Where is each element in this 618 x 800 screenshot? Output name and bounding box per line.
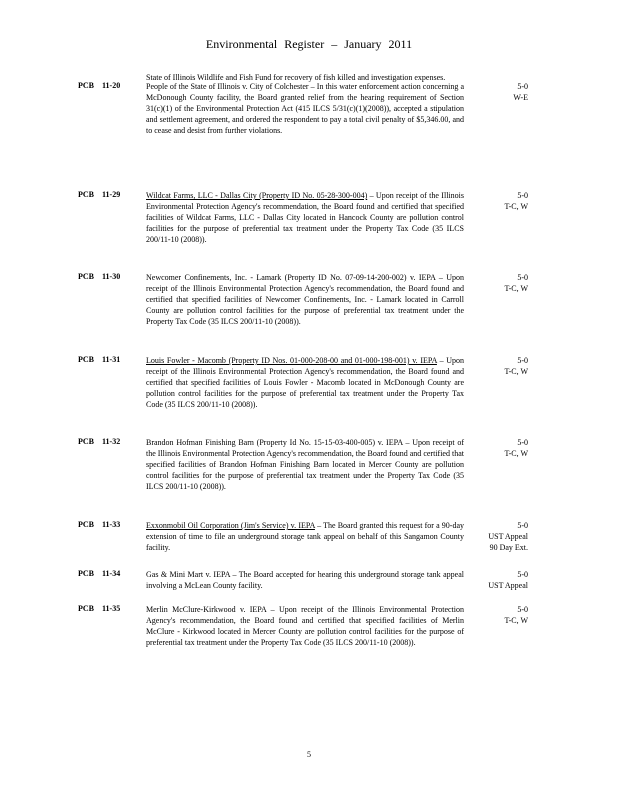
case-title: Louis Fowler - Macomb (Property ID Nos. 01-000-208-00 and 01-000-198-001) v. IEPA: [146, 356, 437, 365]
case-id: 11-34: [102, 569, 121, 578]
case-summary: – Upon receipt of the Illinois Environmental Protection Agency's recommendation, the Board found and certified that specified facilities of Louis Fowler - Macomb located in McDonough County are pollution control facilities for the purpose of preferential tax treatment under the Property Tax Code (35 ILCS 200/11-10 (2008)).: [146, 356, 464, 409]
case-category: T-C, W: [504, 449, 528, 458]
case-description: [146, 604, 464, 648]
case-prefix: PCB: [78, 604, 94, 613]
case-description: [146, 81, 464, 136]
case-category: UST Appeal: [488, 581, 528, 590]
case-category-detail: 90 Day Ext.: [489, 543, 528, 552]
case-summary: Merlin McClure-Kirkwood v. IEPA – Upon receipt of the Illinois Environmental Protection Agency's recommendation, the Board found and certified that specified facilities of Merlin McClure - Kirkwood located in Mercer County are pollution control facilities for the purpose of preferential tax treatment under the Property Tax Code (35 ILCS 200/11-10 (2008)).: [146, 605, 464, 647]
case-vote: 5-0: [517, 273, 528, 282]
case-prefix: PCB: [78, 190, 94, 199]
intro-paragraph: State of Illinois Wildlife and Fish Fund for recovery of fish killed and investigation expenses.: [146, 73, 446, 82]
case-vote: 5-0: [517, 356, 528, 365]
case-prefix: PCB: [78, 81, 94, 90]
case-id: 11-32: [102, 437, 121, 446]
case-category: T-C, W: [504, 367, 528, 376]
case-vote-block: [468, 569, 528, 591]
case-id: 11-20: [102, 81, 121, 90]
case-id: 11-35: [102, 604, 121, 613]
case-vote-block: [468, 190, 528, 212]
case-prefix: PCB: [78, 355, 94, 364]
case-vote: 5-0: [517, 521, 528, 530]
case-description: [146, 355, 464, 410]
case-category: W-E: [513, 93, 528, 102]
case-title: Wildcat Farms, LLC - Dallas City (Property ID No. 05-28-300-004): [146, 191, 368, 200]
page-header-title: Environmental Register – January 2011: [205, 37, 413, 51]
case-title: Exxonmobil Oil Corporation (Jim's Service) v. IEPA: [146, 521, 315, 530]
page-number: 5: [307, 750, 311, 759]
case-number: [78, 569, 138, 578]
case-id: 11-30: [102, 272, 121, 281]
case-id: 11-31: [102, 355, 121, 364]
case-vote: 5-0: [517, 191, 528, 200]
case-number: [78, 355, 138, 364]
case-description: [146, 272, 464, 327]
case-category: UST Appeal: [488, 532, 528, 541]
case-description: [146, 569, 464, 591]
case-id: 11-29: [102, 190, 121, 199]
case-description: [146, 190, 464, 245]
case-number: [78, 272, 138, 281]
case-vote-block: [468, 520, 528, 553]
case-number: [78, 437, 138, 446]
case-description: [146, 520, 464, 553]
case-summary: – Upon receipt of the Illinois Environmental Protection Agency's recommendation, the Board found and certified that specified facilities of Wildcat Farms, LLC - Dallas City located in Hancock County are pollution control facilities for the purpose of preferential tax treatment under the Property Tax Code (35 ILCS 200/11-10 (2008)).: [146, 191, 464, 244]
case-vote: 5-0: [517, 438, 528, 447]
case-prefix: PCB: [78, 569, 94, 578]
case-prefix: PCB: [78, 272, 94, 281]
case-summary: Gas & Mini Mart v. IEPA – The Board accepted for hearing this underground storage tank appeal involving a McLean County facility.: [146, 570, 464, 590]
case-summary: Newcomer Confinements, Inc. - Lamark (Property ID No. 07-09-14-200-002) v. IEPA – Upon receipt of the Illinois Environmental Protection Agency's recommendation, the Board found and certified that specified facilities of Newcomer Confinements, Inc. - Lamark located in Carroll County are pollution control facilities for the purpose of preferential tax treatment under the Property Tax Code (35 ILCS 200/11-10 (2008)).: [146, 273, 464, 326]
case-vote: 5-0: [517, 570, 528, 579]
case-vote-block: [468, 355, 528, 377]
case-number: [78, 81, 138, 90]
case-number: [78, 190, 138, 199]
case-category: T-C, W: [504, 284, 528, 293]
case-vote: 5-0: [517, 82, 528, 91]
case-vote: 5-0: [517, 605, 528, 614]
case-summary: – The Board granted this request for a 90-day extension of time to file an underground storage tank appeal on behalf of this Sangamon County facility.: [146, 521, 464, 552]
case-number: [78, 604, 138, 613]
case-vote-block: [468, 437, 528, 459]
case-vote-block: [468, 81, 528, 103]
case-vote-block: [468, 272, 528, 294]
case-number: [78, 520, 138, 529]
case-description: [146, 437, 464, 492]
case-prefix: PCB: [78, 520, 94, 529]
case-category: T-C, W: [504, 202, 528, 211]
case-summary: People of the State of Illinois v. City of Colchester – In this water enforcement action concerning a McDonough County facility, the Board granted relief from the hearing requirement of Section 31(c)(1) of the Environmental Protection Act (415 ILCS 5/31(c)(1)(2008)), accepted a stipulation and settlement agreement, and ordered the respondent to pay a total civil penalty of $5,346.00, and to cease and desist from further violations.: [146, 82, 464, 135]
case-summary: Brandon Hofman Finishing Barn (Property Id No. 15-15-03-400-005) v. IEPA – Upon receipt of the Illinois Environmental Protection Agency's recommendation, the Board found and certified that specified facilities of Brandon Hofman Finishing Barn located in Mercer County are pollution control facilities for the purpose of preferential tax treatment under the Property Tax Code (35 ILCS 200/11-10 (2008)).: [146, 438, 464, 491]
case-vote-block: [468, 604, 528, 626]
case-id: 11-33: [102, 520, 121, 529]
case-category: T-C, W: [504, 616, 528, 625]
case-prefix: PCB: [78, 437, 94, 446]
